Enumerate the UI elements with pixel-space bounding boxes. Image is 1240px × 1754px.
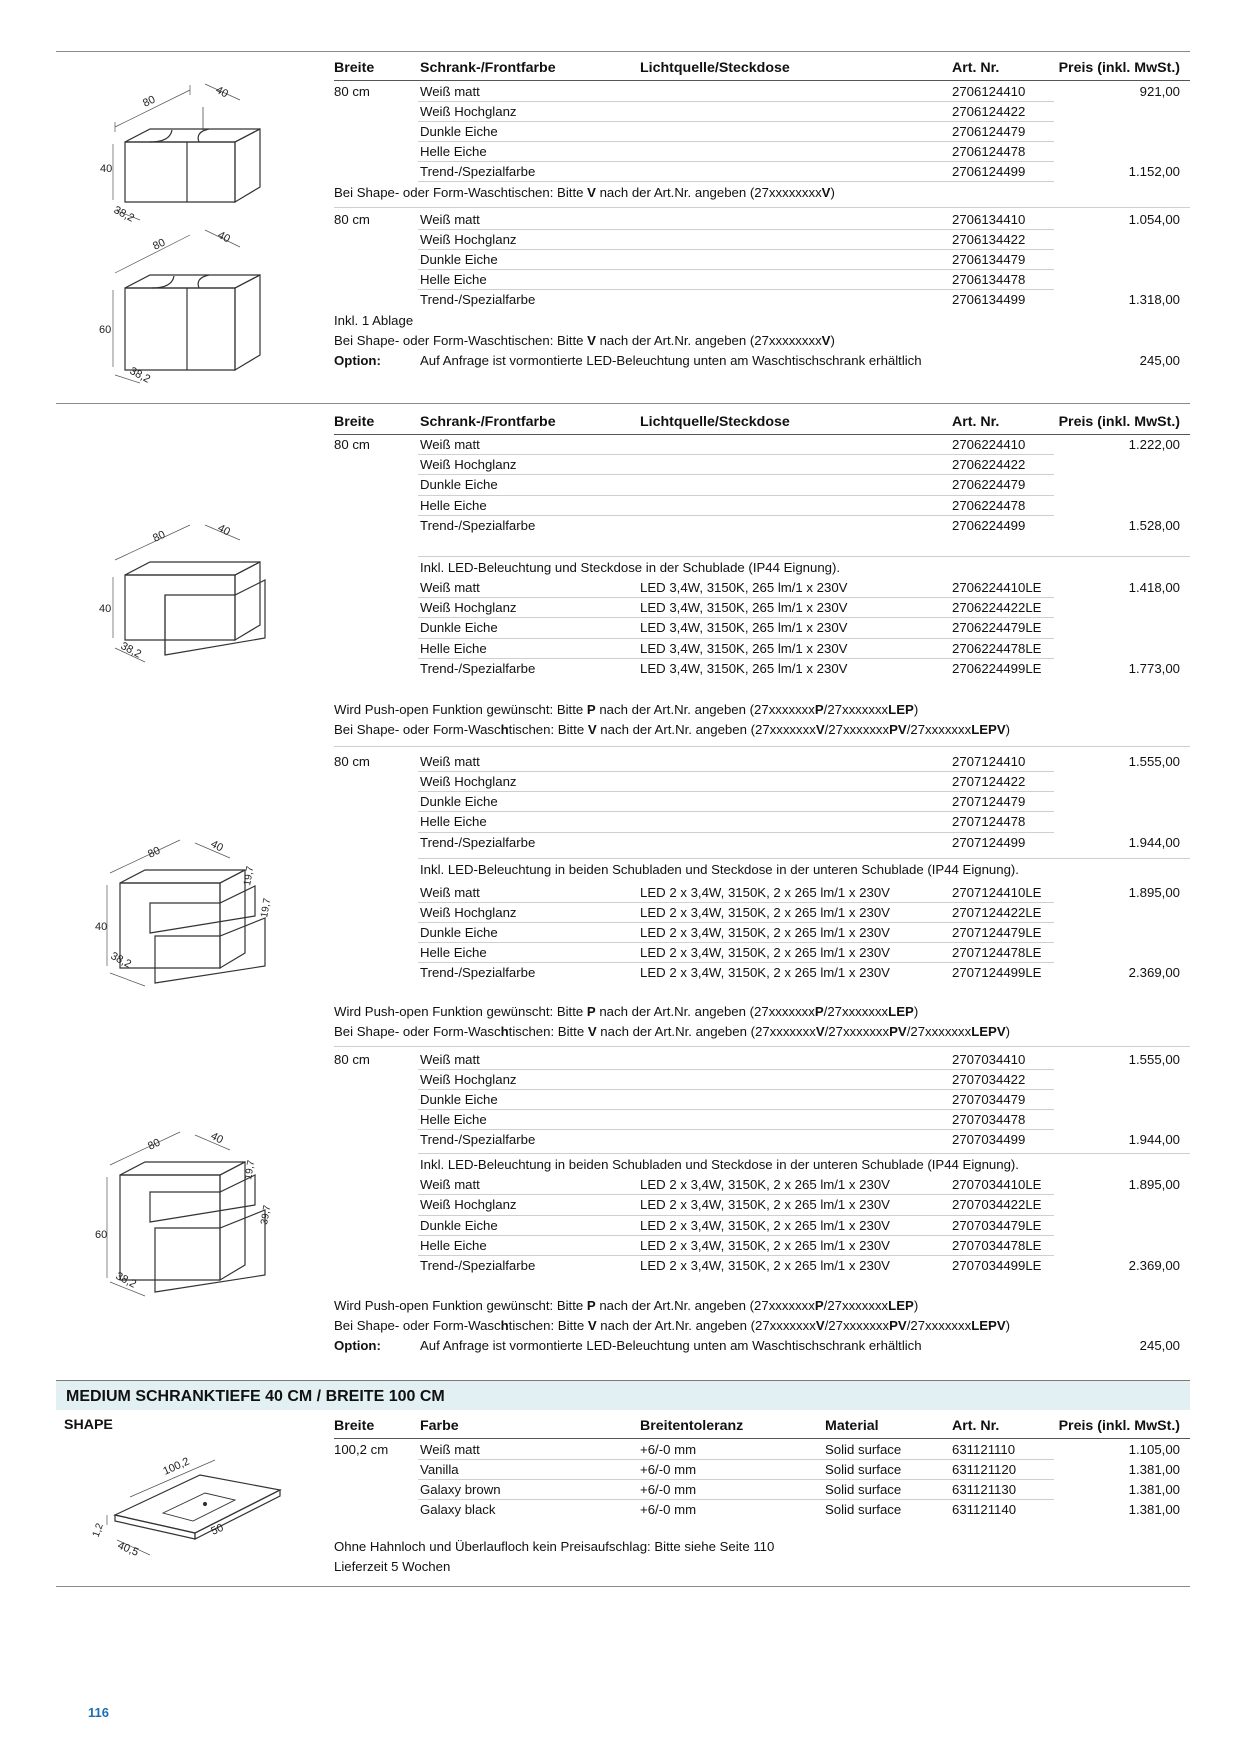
art-cell: 2707034499LE xyxy=(952,1258,1042,1273)
color-cell: Helle Eiche xyxy=(420,945,487,960)
option-price: 245,00 xyxy=(1139,1338,1180,1353)
color-cell: Weiß Hochglanz xyxy=(420,1197,517,1212)
art-cell: 2706224479 xyxy=(952,477,1026,492)
page-number: 116 xyxy=(88,1705,109,1720)
color-cell: Weiß matt xyxy=(420,1442,480,1457)
header-material: Material xyxy=(825,1418,879,1434)
wasch-note: Bei Shape- oder Form-Waschtischen: Bitte V nach der Art.Nr. angeben (27xxxxxxxV/27xxxxxxxPV/27xxxxxxxLEPV) xyxy=(334,722,1011,737)
art-cell: 2707034410LE xyxy=(952,1177,1042,1192)
cabinet-drawing-4 xyxy=(95,838,285,988)
art-cell: 2706224479LE xyxy=(952,620,1042,635)
width-cell: 80 cm xyxy=(334,1052,370,1067)
header-farbe: Schrank-/Frontfarbe xyxy=(420,60,556,76)
price-cell: 1.318,00 xyxy=(1128,292,1180,307)
color-cell: Helle Eiche xyxy=(420,1238,487,1253)
art-cell: 2706124410 xyxy=(952,84,1026,99)
tol-cell: +6/-0 mm xyxy=(640,1462,697,1477)
art-cell: 2707124479 xyxy=(952,794,1026,809)
art-cell: 2706134478 xyxy=(952,272,1026,287)
material-cell: Solid surface xyxy=(825,1482,902,1497)
header-tol: Breitentoleranz xyxy=(640,1418,744,1434)
dim-width: 80 xyxy=(151,528,168,545)
color-cell: Trend-/Spezialfarbe xyxy=(420,518,536,533)
art-cell: 631121110 xyxy=(952,1442,1016,1457)
art-cell: 2706134479 xyxy=(952,252,1026,267)
dim-width: 80 xyxy=(146,844,163,861)
color-cell: Galaxy black xyxy=(420,1502,496,1517)
wasch-note: Bei Shape- oder Form-Waschtischen: Bitte V nach der Art.Nr. angeben (27xxxxxxxV/27xxxxxxxPV/27xxxxxxxLEPV) xyxy=(334,1318,1011,1333)
art-cell: 2707034479LE xyxy=(952,1218,1042,1233)
push-note: Wird Push-open Funktion gewünscht: Bitte P nach der Art.Nr. angeben (27xxxxxxxP/27xxxxxxxLEP) xyxy=(334,702,919,717)
art-cell: 2706224478 xyxy=(952,498,1026,513)
led-spec: LED 3,4W, 3150K, 265 lm/1 x 230V xyxy=(640,641,848,656)
led-spec: LED 2 x 3,4W, 3150K, 2 x 265 lm/1 x 230V xyxy=(640,885,890,900)
dim-depth: 40 xyxy=(213,84,231,101)
led-spec: LED 3,4W, 3150K, 265 lm/1 x 230V xyxy=(640,661,848,676)
led-spec: LED 2 x 3,4W, 3150K, 2 x 265 lm/1 x 230V xyxy=(640,1177,890,1192)
color-cell: Dunkle Eiche xyxy=(420,794,498,809)
color-cell: Dunkle Eiche xyxy=(420,252,498,267)
dim-depth: 40,5 xyxy=(115,1539,141,1559)
lieferzeit-note: Lieferzeit 5 Wochen xyxy=(334,1559,451,1574)
option-price: 245,00 xyxy=(1139,353,1180,368)
price-cell: 1.381,00 xyxy=(1128,1502,1180,1517)
dim-drawer: 19,7 xyxy=(242,865,257,887)
material-cell: Solid surface xyxy=(825,1442,902,1457)
width-cell: 80 cm xyxy=(334,754,370,769)
art-cell: 2707034422LE xyxy=(952,1197,1042,1212)
price-cell: 1.944,00 xyxy=(1128,835,1180,850)
dim-thickness: 1,2 xyxy=(90,1521,106,1539)
led-spec: LED 2 x 3,4W, 3150K, 2 x 265 lm/1 x 230V xyxy=(640,1238,890,1253)
dim-height: 40 xyxy=(100,163,113,175)
dim-depth: 40 xyxy=(215,522,233,539)
dim-drawer: 19,7 xyxy=(243,1159,258,1181)
option-text: Auf Anfrage ist vormontierte LED-Beleuchtung unten am Waschtischschrank erhältlich xyxy=(420,1338,922,1353)
color-cell: Weiß matt xyxy=(420,754,480,769)
price-cell: 1.528,00 xyxy=(1128,518,1180,533)
led-spec: LED 2 x 3,4W, 3150K, 2 x 265 lm/1 x 230V xyxy=(640,965,890,980)
art-cell: 2707034478LE xyxy=(952,1238,1042,1253)
led-title: Inkl. LED-Beleuchtung in beiden Schubladen und Steckdose in der unteren Schublade (IP44 Eignung). xyxy=(420,862,1019,877)
led-spec: LED 2 x 3,4W, 3150K, 2 x 265 lm/1 x 230V xyxy=(640,1258,890,1273)
led-spec: LED 3,4W, 3150K, 265 lm/1 x 230V xyxy=(640,580,848,595)
color-cell: Weiß Hochglanz xyxy=(420,457,517,472)
price-cell: 1.555,00 xyxy=(1128,1052,1180,1067)
art-cell: 2707124478 xyxy=(952,814,1026,829)
dim-height: 60 xyxy=(95,1229,108,1241)
dim-depth-b: 38,2 xyxy=(127,365,153,386)
header-art: Art. Nr. xyxy=(952,414,1000,430)
header-breite: Breite xyxy=(334,60,375,76)
dim-depth: 40 xyxy=(215,229,233,246)
color-cell: Trend-/Spezialfarbe xyxy=(420,965,536,980)
price-cell: 1.381,00 xyxy=(1128,1482,1180,1497)
color-cell: Helle Eiche xyxy=(420,1112,487,1127)
price-cell: 1.105,00 xyxy=(1128,1442,1180,1457)
header-licht: Lichtquelle/Steckdose xyxy=(640,60,790,76)
led-spec: LED 2 x 3,4W, 3150K, 2 x 265 lm/1 x 230V xyxy=(640,1218,890,1233)
color-cell: Helle Eiche xyxy=(420,498,487,513)
header-preis: Preis (inkl. MwSt.) xyxy=(1058,60,1180,76)
color-cell: Trend-/Spezialfarbe xyxy=(420,292,536,307)
shape-note: Bei Shape- oder Form-Waschtischen: Bitte V nach der Art.Nr. angeben (27xxxxxxxxV) xyxy=(334,333,835,348)
art-cell: 2707124479LE xyxy=(952,925,1042,940)
led-title: Inkl. LED-Beleuchtung und Steckdose in der Schublade (IP44 Eignung). xyxy=(420,560,841,575)
header-farbe: Farbe xyxy=(420,1418,459,1434)
width-cell: 100,2 cm xyxy=(334,1442,389,1457)
art-cell: 2707124422 xyxy=(952,774,1026,789)
price-cell: 1.895,00 xyxy=(1128,885,1180,900)
color-cell: Weiß Hochglanz xyxy=(420,1072,517,1087)
ablage-note: Inkl. 1 Ablage xyxy=(334,313,414,328)
option-label: Option: xyxy=(334,353,381,368)
art-cell: 2706224410LE xyxy=(952,580,1042,595)
art-cell: 631121120 xyxy=(952,1462,1017,1477)
art-cell: 2706224499 xyxy=(952,518,1026,533)
art-cell: 2706224422 xyxy=(952,457,1026,472)
color-cell: Weiß Hochglanz xyxy=(420,905,517,920)
option-label: Option: xyxy=(334,1338,381,1353)
led-spec: LED 3,4W, 3150K, 265 lm/1 x 230V xyxy=(640,600,848,615)
color-cell: Dunkle Eiche xyxy=(420,477,498,492)
color-cell: Helle Eiche xyxy=(420,144,487,159)
header-art: Art. Nr. xyxy=(952,1418,1000,1434)
dim-height: 60 xyxy=(99,324,112,336)
header-breite: Breite xyxy=(334,414,375,430)
art-cell: 2706224422LE xyxy=(952,600,1042,615)
material-cell: Solid surface xyxy=(825,1462,902,1477)
dim-bowl: 50 xyxy=(209,1521,226,1538)
cabinet-drawing-5 xyxy=(95,1130,285,1300)
tol-cell: +6/-0 mm xyxy=(640,1482,697,1497)
tol-cell: +6/-0 mm xyxy=(640,1502,697,1517)
dim-height: 40 xyxy=(95,921,108,933)
dim-width: 80 xyxy=(151,236,168,253)
led-title: Inkl. LED-Beleuchtung in beiden Schubladen und Steckdose in der unteren Schublade (IP44 Eignung). xyxy=(420,1157,1019,1172)
cabinet-drawing-3 xyxy=(95,520,285,670)
color-cell: Weiß matt xyxy=(420,885,480,900)
art-cell: 2706124422 xyxy=(952,104,1026,119)
header-preis: Preis (inkl. MwSt.) xyxy=(1058,414,1180,430)
dim-width: 100,2 xyxy=(161,1455,192,1478)
color-cell: Dunkle Eiche xyxy=(420,1092,498,1107)
header-licht: Lichtquelle/Steckdose xyxy=(640,414,790,430)
wasch-note: Bei Shape- oder Form-Waschtischen: Bitte V nach der Art.Nr. angeben (27xxxxxxxV/27xxxxxxxPV/27xxxxxxxLEPV) xyxy=(334,1024,1011,1039)
art-cell: 2706224410 xyxy=(952,437,1026,452)
cabinet-drawing-2 xyxy=(95,225,285,385)
dim-depth-b: 38,2 xyxy=(111,204,137,225)
push-note: Wird Push-open Funktion gewünscht: Bitte P nach der Art.Nr. angeben (27xxxxxxxP/27xxxxxxxLEP) xyxy=(334,1004,919,1019)
color-cell: Helle Eiche xyxy=(420,272,487,287)
dim-width: 80 xyxy=(146,1136,163,1153)
width-cell: 80 cm xyxy=(334,84,370,99)
color-cell: Weiß matt xyxy=(420,580,480,595)
tol-cell: +6/-0 mm xyxy=(640,1442,697,1457)
art-cell: 2707034499 xyxy=(952,1132,1026,1147)
color-cell: Helle Eiche xyxy=(420,814,487,829)
option-text: Auf Anfrage ist vormontierte LED-Beleuchtung unten am Waschtischschrank erhältlich xyxy=(420,353,922,368)
art-cell: 2707124410LE xyxy=(952,885,1042,900)
color-cell: Weiß Hochglanz xyxy=(420,104,517,119)
dim-drawer-b: 39,7 xyxy=(259,1204,274,1226)
color-cell: Helle Eiche xyxy=(420,641,487,656)
art-cell: 2706134410 xyxy=(952,212,1026,227)
color-cell: Trend-/Spezialfarbe xyxy=(420,164,536,179)
art-cell: 2707034422 xyxy=(952,1072,1026,1087)
color-cell: Weiß Hochglanz xyxy=(420,774,517,789)
hahnloch-note: Ohne Hahnloch und Überlaufloch kein Preisaufschlag: Bitte siehe Seite 110 xyxy=(334,1539,775,1554)
price-cell: 1.418,00 xyxy=(1128,580,1180,595)
cabinet-drawing-1 xyxy=(95,72,285,225)
color-cell: Trend-/Spezialfarbe xyxy=(420,1132,536,1147)
color-cell: Dunkle Eiche xyxy=(420,925,498,940)
led-spec: LED 3,4W, 3150K, 265 lm/1 x 230V xyxy=(640,620,848,635)
dim-depth-b: 38,2 xyxy=(113,1270,139,1291)
header-art: Art. Nr. xyxy=(952,60,1000,76)
header-breite: Breite xyxy=(334,1418,375,1434)
material-cell: Solid surface xyxy=(825,1502,902,1517)
color-cell: Weiß matt xyxy=(420,1177,480,1192)
shape-note: Bei Shape- oder Form-Waschtischen: Bitte V nach der Art.Nr. angeben (27xxxxxxxxV) xyxy=(334,185,835,200)
price-cell: 1.555,00 xyxy=(1128,754,1180,769)
price-cell: 2.369,00 xyxy=(1128,965,1180,980)
color-cell: Dunkle Eiche xyxy=(420,620,498,635)
art-cell: 2706134499 xyxy=(952,292,1026,307)
price-cell: 2.369,00 xyxy=(1128,1258,1180,1273)
art-cell: 2707124422LE xyxy=(952,905,1042,920)
art-cell: 2707124499 xyxy=(952,835,1026,850)
color-cell: Trend-/Spezialfarbe xyxy=(420,835,536,850)
led-spec: LED 2 x 3,4W, 3150K, 2 x 265 lm/1 x 230V xyxy=(640,905,890,920)
price-cell: 1.944,00 xyxy=(1128,1132,1180,1147)
color-cell: Trend-/Spezialfarbe xyxy=(420,1258,536,1273)
art-cell: 2707124478LE xyxy=(952,945,1042,960)
dim-width: 80 xyxy=(141,93,158,110)
price-cell: 1.381,00 xyxy=(1128,1462,1180,1477)
header-farbe: Schrank-/Frontfarbe xyxy=(420,414,556,430)
color-cell: Weiß matt xyxy=(420,437,480,452)
color-cell: Weiß matt xyxy=(420,212,480,227)
art-cell: 2706224478LE xyxy=(952,641,1042,656)
section-title: MEDIUM SCHRANKTIEFE 40 CM / BREITE 100 CM xyxy=(56,1380,1190,1410)
price-cell: 921,00 xyxy=(1139,84,1180,99)
dim-depth: 40 xyxy=(208,838,226,855)
price-cell: 1.895,00 xyxy=(1128,1177,1180,1192)
color-cell: Weiß Hochglanz xyxy=(420,600,517,615)
art-cell: 2706224499LE xyxy=(952,661,1042,676)
price-cell: 1.054,00 xyxy=(1128,212,1180,227)
dim-depth-b: 38,2 xyxy=(108,950,134,971)
art-cell: 2706134422 xyxy=(952,232,1026,247)
washbasin-drawing xyxy=(90,1455,295,1565)
color-cell: Weiß matt xyxy=(420,84,480,99)
led-spec: LED 2 x 3,4W, 3150K, 2 x 265 lm/1 x 230V xyxy=(640,945,890,960)
art-cell: 2707034410 xyxy=(952,1052,1026,1067)
art-cell: 2707034478 xyxy=(952,1112,1026,1127)
art-cell: 631121130 xyxy=(952,1482,1017,1497)
price-cell: 1.773,00 xyxy=(1128,661,1180,676)
color-cell: Dunkle Eiche xyxy=(420,1218,498,1233)
color-cell: Vanilla xyxy=(420,1462,459,1477)
dim-depth: 40 xyxy=(208,1130,226,1147)
art-cell: 631121140 xyxy=(952,1502,1017,1517)
width-cell: 80 cm xyxy=(334,437,370,452)
art-cell: 2707124410 xyxy=(952,754,1026,769)
color-cell: Weiß matt xyxy=(420,1052,480,1067)
price-cell: 1.152,00 xyxy=(1128,164,1180,179)
art-cell: 2707034479 xyxy=(952,1092,1026,1107)
led-spec: LED 2 x 3,4W, 3150K, 2 x 265 lm/1 x 230V xyxy=(640,925,890,940)
dim-drawer-b: 19,7 xyxy=(259,897,274,919)
color-cell: Galaxy brown xyxy=(420,1482,501,1497)
art-cell: 2707124499LE xyxy=(952,965,1042,980)
price-cell: 1.222,00 xyxy=(1128,437,1180,452)
color-cell: Weiß Hochglanz xyxy=(420,232,517,247)
art-cell: 2706124478 xyxy=(952,144,1026,159)
push-note: Wird Push-open Funktion gewünscht: Bitte P nach der Art.Nr. angeben (27xxxxxxxP/27xxxxxxxLEP) xyxy=(334,1298,919,1313)
dim-depth-b: 38,2 xyxy=(118,640,144,661)
art-cell: 2706124499 xyxy=(952,164,1026,179)
width-cell: 80 cm xyxy=(334,212,370,227)
art-cell: 2706124479 xyxy=(952,124,1026,139)
color-cell: Trend-/Spezialfarbe xyxy=(420,661,536,676)
shape-label: SHAPE xyxy=(64,1417,113,1433)
led-spec: LED 2 x 3,4W, 3150K, 2 x 265 lm/1 x 230V xyxy=(640,1197,890,1212)
dim-height: 40 xyxy=(99,603,112,615)
color-cell: Dunkle Eiche xyxy=(420,124,498,139)
header-preis: Preis (inkl. MwSt.) xyxy=(1058,1418,1180,1434)
